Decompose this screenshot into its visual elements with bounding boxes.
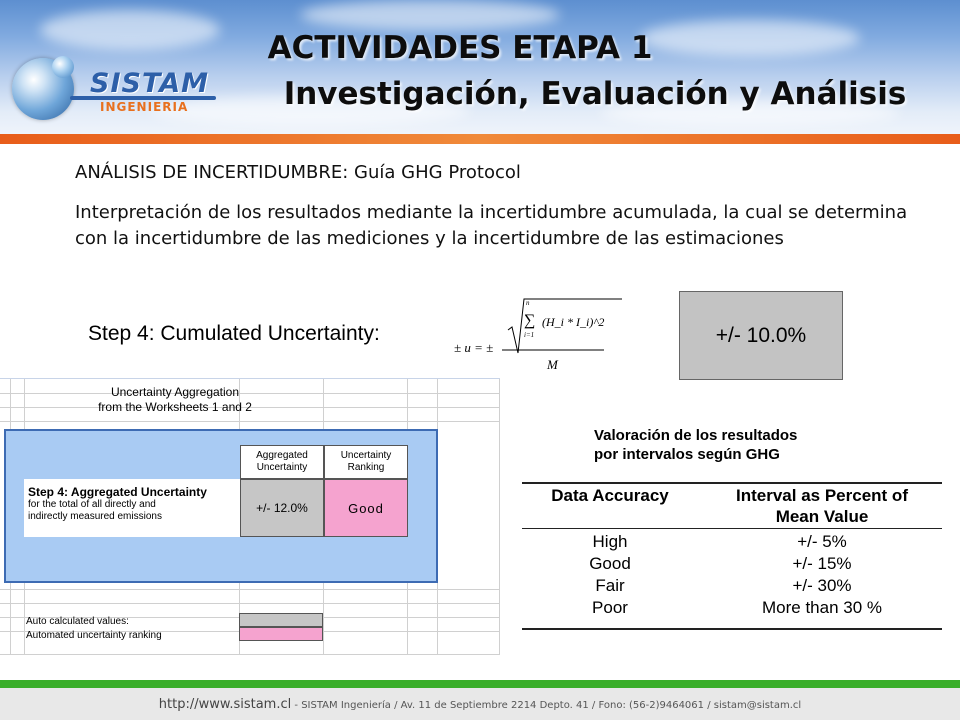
valuation-caption	[594, 426, 894, 464]
aggregated-row-label	[24, 479, 240, 537]
table-cell-interval: +/- 5%	[797, 532, 847, 551]
section-subtitle: ANÁLISIS DE INCERTIDUMBRE: Guía GHG Protocol	[75, 162, 521, 183]
formula-numerator: (H_i * I_i)^2	[542, 315, 605, 329]
page-title-line2: Investigación, Evaluación y Análisis	[283, 76, 907, 112]
table-cell-interval: +/- 15%	[792, 554, 852, 573]
small-globe-icon	[52, 56, 74, 78]
formula-sum-from: i=1	[524, 331, 535, 339]
section-paragraph: Interpretación de los resultados mediante la incertidumbre acumulada, la cual se determina con la incertidumbre de las mediciones y la incertidumbre de las estimaciones	[75, 202, 908, 249]
formula-lhs: ± u = ±	[454, 340, 494, 355]
worksheet-title	[60, 385, 290, 415]
uncertainty-ranking-cell: Good	[324, 479, 408, 537]
uncertainty-formula	[452, 295, 627, 375]
table-header-accuracy: Data Accuracy	[551, 486, 669, 505]
table-cell-accuracy: Fair	[595, 576, 625, 595]
table-cell-accuracy: High	[592, 532, 628, 551]
legend-auto-label: Auto calculated values:	[26, 616, 129, 627]
formula-sum-to: n	[526, 299, 530, 307]
logo-brand-text: SISTAM	[90, 68, 210, 99]
table-cell-accuracy: Poor	[592, 598, 628, 617]
aggregated-row-label-title: Step 4: Aggregated Uncertainty	[28, 485, 207, 499]
worksheet-title-line1: Uncertainty Aggregation	[110, 385, 240, 399]
table-header-interval: Interval as Percent of	[736, 486, 908, 505]
sigma-icon: ∑	[524, 312, 536, 329]
uncertainty-worksheet	[0, 378, 500, 654]
table-cell-interval: More than 30 %	[761, 598, 882, 617]
footer-text	[0, 697, 960, 712]
legend-ranking-swatch	[239, 627, 323, 641]
logo-sub-text: INGENIERIA	[100, 100, 189, 114]
column-header-aggregated: Aggregated Uncertainty	[240, 445, 324, 479]
data-accuracy-table	[522, 482, 942, 632]
table-header-interval-line2: Mean Value	[775, 507, 869, 526]
table-cell-accuracy: Good	[589, 554, 631, 573]
page-title-line1: ACTIVIDADES ETAPA 1	[267, 30, 653, 66]
footer-website-link[interactable]: http://www.sistam.cl	[158, 697, 292, 712]
header-orange-band	[0, 134, 960, 144]
worksheet-title-line2: from the Worksheets 1 and 2	[98, 400, 252, 414]
step4-label: Step 4: Cumulated Uncertainty:	[88, 322, 380, 345]
footer-green-band	[0, 680, 960, 688]
table-cell-interval: +/- 30%	[792, 576, 852, 595]
cumulated-uncertainty-result: +/- 10.0%	[679, 291, 843, 380]
sistam-logo	[8, 56, 223, 128]
aggregated-uncertainty-cell: +/- 12.0%	[240, 479, 324, 537]
aggregation-panel	[4, 429, 438, 583]
aggregated-row-label-line3: indirectly measured emissions	[28, 511, 162, 522]
valuation-caption-line2: por intervalos según GHG	[594, 446, 780, 463]
valuation-caption-line1: Valoración de los resultados	[594, 427, 798, 444]
column-header-ranking: Uncertainty Ranking	[324, 445, 408, 479]
legend-ranking-label: Automated uncertainty ranking	[26, 630, 162, 641]
aggregated-row-label-line2: for the total of all directly and	[28, 499, 156, 510]
formula-denominator: M	[547, 357, 558, 372]
header-banner	[0, 0, 960, 140]
footer-info: - SISTAM Ingeniería / Av. 11 de Septiembre 2214 Depto. 41 / Fono: (56-2)9464061 / sistam@sistam.cl	[291, 700, 802, 711]
legend-auto-swatch	[239, 613, 323, 627]
